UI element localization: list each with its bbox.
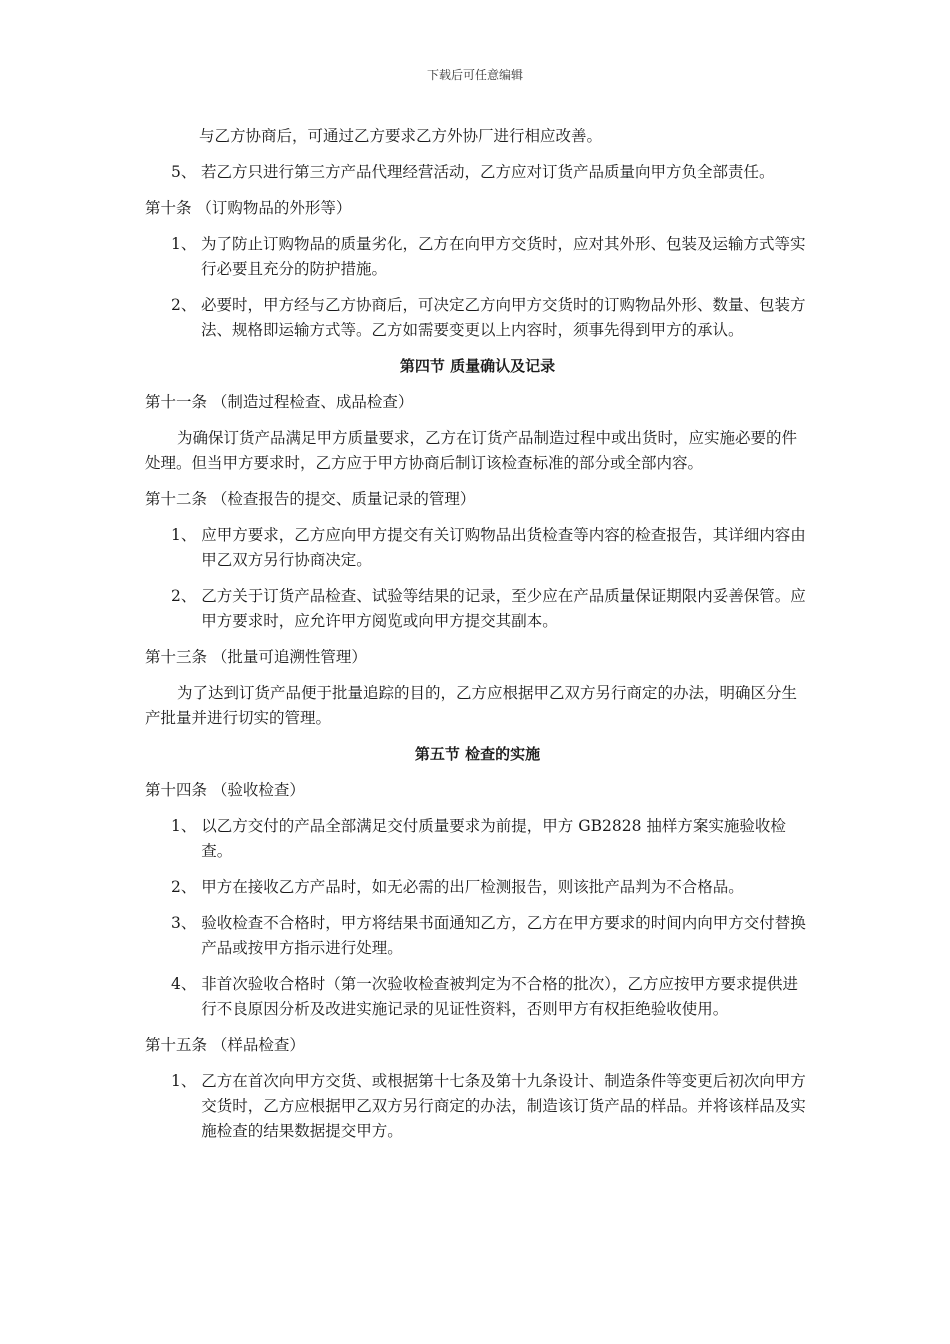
list-number: 1、 — [171, 1072, 202, 1090]
list-item — [145, 584, 810, 634]
article-heading: 第十二条 （检查报告的提交、质量记录的管理） — [145, 490, 476, 508]
list-number: 5、 — [171, 163, 197, 181]
list-item — [145, 160, 810, 185]
list-number: 2、 — [171, 878, 202, 896]
page-header: 下载后可任意编辑 — [426, 68, 523, 82]
list-text: 必要时，甲方经与乙方协商后，可决定乙方向甲方交货时的订购物品外形、数量、包装方法、规格即运输方式等。乙方如需要变更以上内容时，须事先得到甲方的承认。 — [201, 296, 806, 339]
list-text: 若乙方只进行第三方产品代理经营活动，乙方应对订货产品质量向甲方负全部责任。 — [201, 163, 775, 181]
section-heading: 第四节 质量确认及记录 — [399, 357, 556, 375]
list-item — [145, 293, 810, 343]
article-heading: 第十条 （订购物品的外形等） — [145, 199, 352, 217]
list-item — [145, 1069, 810, 1144]
list-item — [145, 523, 810, 573]
section-heading: 第五节 检查的实施 — [414, 745, 541, 763]
list-number: 1、 — [171, 526, 202, 544]
list-item — [145, 911, 810, 961]
list-text: 以乙方交付的产品全部满足交付质量要求为前提，甲方 GB2828 抽样方案实施验收检查。 — [201, 817, 786, 860]
list-number: 1、 — [171, 817, 202, 835]
article-heading: 第十五条 （样品检查） — [145, 1036, 305, 1054]
list-item — [145, 972, 810, 1022]
list-text: 乙方关于订货产品检查、试验等结果的记录，至少应在产品质量保证期限内妥善保管。应甲方要求时，应允许甲方阅览或向甲方提交其副本。 — [201, 587, 806, 630]
article-paragraph: 为了达到订货产品便于批量追踪的目的，乙方应根据甲乙双方另行商定的办法，明确区分生产批量并进行切实的管理。 — [145, 684, 798, 727]
list-text: 应甲方要求，乙方应向甲方提交有关订购物品出货检查等内容的检查报告，其详细内容由甲乙双方另行协商决定。 — [201, 526, 806, 569]
continued-paragraph: 与乙方协商后，可通过乙方要求乙方外协厂进行相应改善。 — [199, 127, 603, 145]
list-text: 为了防止订购物品的质量劣化，乙方在向甲方交货时，应对其外形、包装及运输方式等实行必要且充分的防护措施。 — [201, 235, 806, 278]
document-body — [145, 124, 810, 1155]
list-number: 1、 — [171, 235, 197, 253]
article-heading: 第十一条 （制造过程检查、成品检查） — [145, 393, 414, 411]
list-item — [145, 875, 810, 900]
list-item — [145, 232, 810, 282]
list-number: 4、 — [171, 975, 202, 993]
list-number: 2、 — [171, 587, 202, 605]
article-paragraph: 为确保订货产品满足甲方质量要求，乙方在订货产品制造过程中或出货时，应实施必要的件处理。但当甲方要求时，乙方应于甲方协商后制订该检查标准的部分或全部内容。 — [145, 429, 798, 472]
article-heading: 第十四条 （验收检查） — [145, 781, 305, 799]
list-text: 甲方在接收乙方产品时，如无必需的出厂检测报告，则该批产品判为不合格品。 — [201, 878, 744, 896]
article-heading: 第十三条 （批量可追溯性管理） — [145, 648, 367, 666]
list-text: 验收检查不合格时，甲方将结果书面通知乙方，乙方在甲方要求的时间内向甲方交付替换产品或按甲方指示进行处理。 — [201, 914, 806, 957]
list-number: 3、 — [171, 914, 202, 932]
list-text: 乙方在首次向甲方交货、或根据第十七条及第十九条设计、制造条件等变更后初次向甲方交货时，乙方应根据甲乙双方另行商定的办法，制造该订货产品的样品。并将该样品及实施检查的结果数据提交甲方。 — [201, 1072, 806, 1140]
list-number: 2、 — [171, 296, 197, 314]
list-item — [145, 814, 810, 864]
list-text: 非首次验收合格时（第一次验收检查被判定为不合格的批次），乙方应按甲方要求提供进行不良原因分析及改进实施记录的见证性资料，否则甲方有权拒绝验收使用。 — [201, 975, 799, 1018]
